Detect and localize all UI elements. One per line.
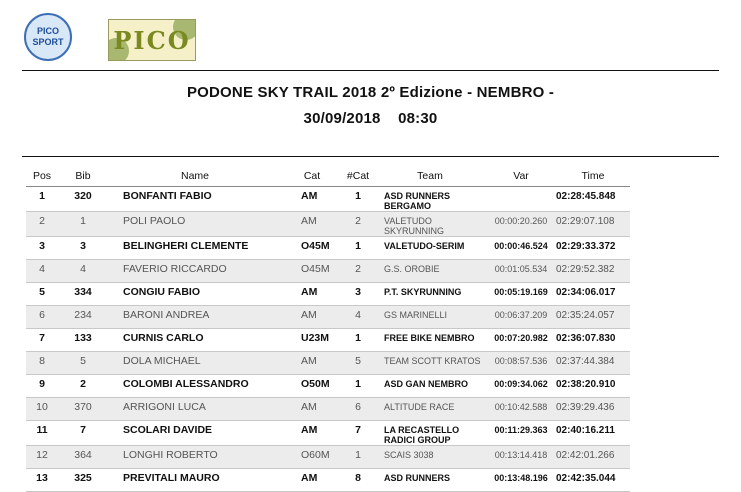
cell-name-text: BELINGHERI CLEMENTE <box>123 240 249 252</box>
cell-time <box>556 352 630 375</box>
cell-pos <box>26 187 58 212</box>
cell-name <box>108 237 282 260</box>
cell-ncat-text: 3 <box>355 286 361 298</box>
pico-sport-logo <box>24 13 72 61</box>
header-ncat: #Cat <box>342 166 374 187</box>
cell-var <box>486 446 556 469</box>
cell-name-text: FAVERIO RICCARDO <box>123 263 227 275</box>
cell-cat <box>282 283 342 306</box>
cell-time <box>556 421 630 446</box>
cell-team-text: LA RECASTELLO RADICI GROUP <box>384 425 460 445</box>
cell-ncat-text: 6 <box>355 401 361 413</box>
cell-var-text <box>486 187 556 191</box>
header-cat: Cat <box>282 166 342 187</box>
cell-bib-text: 4 <box>80 263 86 275</box>
cell-time <box>556 306 630 329</box>
cell-team <box>374 260 486 283</box>
cell-cat <box>282 469 342 492</box>
cell-var-text: 00:08:57.536 <box>494 356 548 366</box>
cell-time-text: 02:28:45.848 <box>556 191 616 202</box>
cell-cat-text: AM <box>301 190 318 202</box>
cell-pos-text: 7 <box>39 332 45 344</box>
pico-logo-text: PICO <box>113 26 191 55</box>
cell-time-text: 02:42:35.044 <box>556 473 616 484</box>
cell-cat-text: O45M <box>301 263 330 275</box>
cell-team <box>374 469 486 492</box>
page-title-line2: 30/09/2018 08:30 <box>303 110 438 127</box>
cell-var-text: 00:06:37.209 <box>494 310 548 320</box>
cell-var-text: 00:09:34.062 <box>494 379 548 389</box>
cell-cat-text: AM <box>301 355 317 367</box>
cell-time <box>556 446 630 469</box>
cell-ncat <box>342 260 374 283</box>
cell-cat-text: AM <box>301 286 318 298</box>
cell-var <box>486 329 556 352</box>
cell-time <box>556 260 630 283</box>
cell-name <box>108 398 282 421</box>
cell-ncat-text: 1 <box>355 190 361 202</box>
cell-var-text: 00:01:05.534 <box>494 264 548 274</box>
header-time: Time <box>556 166 630 187</box>
cell-var-text: 00:00:46.524 <box>494 241 548 251</box>
cell-time-text: 02:39:29.436 <box>556 402 615 413</box>
cell-time-text: 02:38:20.910 <box>556 379 616 390</box>
cell-name-text: POLI PAOLO <box>123 215 186 227</box>
cell-bib-text: 320 <box>74 190 92 202</box>
table-header-row <box>26 166 630 187</box>
cell-var-text: 00:00:20.260 <box>494 216 548 226</box>
cell-pos-text: 13 <box>36 472 48 484</box>
cell-bib-text: 7 <box>80 424 86 436</box>
cell-team <box>374 446 486 469</box>
cell-cat <box>282 306 342 329</box>
cell-time <box>556 469 630 492</box>
table-row <box>26 260 630 283</box>
cell-ncat-text: 4 <box>355 309 361 321</box>
cell-team <box>374 329 486 352</box>
cell-bib <box>58 306 108 329</box>
cell-pos-text: 8 <box>39 355 45 367</box>
table-row <box>26 329 630 352</box>
page-title-line1: PODONE SKY TRAIL 2018 2º Edizione - NEMBRO - <box>186 84 555 101</box>
cell-cat <box>282 352 342 375</box>
cell-bib-text: 3 <box>80 240 86 252</box>
cell-ncat <box>342 469 374 492</box>
cell-team-text: VALETUDO SKYRUNNING <box>384 216 445 236</box>
cell-name <box>108 212 282 237</box>
cell-ncat <box>342 187 374 212</box>
cell-ncat <box>342 398 374 421</box>
pico-sport-logo-line2: SPORT <box>32 37 64 47</box>
cell-pos-text: 9 <box>39 378 45 390</box>
cell-time-text: 02:36:07.830 <box>556 333 616 344</box>
cell-name-text: ARRIGONI LUCA <box>123 401 206 413</box>
cell-bib-text: 2 <box>80 378 86 390</box>
cell-ncat <box>342 306 374 329</box>
cell-bib-text: 370 <box>74 401 92 413</box>
cell-time-text: 02:40:16.211 <box>556 425 615 436</box>
cell-team-text: SCAIS 3038 <box>384 450 434 460</box>
cell-team-text: G.S. OROBIE <box>384 264 440 274</box>
header-rule <box>22 156 719 157</box>
cell-time-text: 02:42:01.266 <box>556 450 615 461</box>
cell-bib-text: 234 <box>74 309 92 321</box>
cell-cat-text: AM <box>301 424 318 436</box>
cell-bib-text: 5 <box>80 355 86 367</box>
cell-team <box>374 283 486 306</box>
cell-pos-text: 3 <box>39 240 45 252</box>
cell-cat-text: U23M <box>301 332 330 344</box>
cell-name <box>108 329 282 352</box>
table-row <box>26 469 630 492</box>
cell-var <box>486 306 556 329</box>
pico-logo <box>108 19 196 61</box>
cell-var-text: 00:07:20.982 <box>494 333 548 343</box>
cell-cat <box>282 421 342 446</box>
cell-team-text: TEAM SCOTT KRATOS <box>384 356 481 366</box>
header-bib: Bib <box>58 166 108 187</box>
cell-ncat-text: 7 <box>355 424 361 436</box>
cell-name <box>108 352 282 375</box>
cell-ncat <box>342 421 374 446</box>
cell-cat <box>282 260 342 283</box>
cell-bib-text: 133 <box>74 332 92 344</box>
cell-bib <box>58 283 108 306</box>
cell-ncat-text: 2 <box>355 215 361 227</box>
cell-pos-text: 11 <box>36 424 48 436</box>
cell-team <box>374 237 486 260</box>
cell-var <box>486 375 556 398</box>
cell-name <box>108 306 282 329</box>
cell-pos-text: 1 <box>39 190 45 202</box>
cell-var <box>486 469 556 492</box>
cell-team-text: ALTITUDE RACE <box>384 402 455 412</box>
cell-ncat <box>342 375 374 398</box>
cell-var <box>486 187 556 212</box>
cell-cat <box>282 446 342 469</box>
cell-cat-text: AM <box>301 215 317 227</box>
cell-name-text: DOLA MICHAEL <box>123 355 201 367</box>
cell-time <box>556 375 630 398</box>
cell-ncat <box>342 237 374 260</box>
cell-pos <box>26 446 58 469</box>
cell-bib <box>58 212 108 237</box>
cell-pos <box>26 469 58 492</box>
pico-sport-logo-line1: PICO <box>36 26 59 36</box>
cell-team-text: GS MARINELLI <box>384 310 448 320</box>
cell-bib <box>58 446 108 469</box>
cell-ncat-text: 1 <box>355 378 361 390</box>
cell-pos <box>26 352 58 375</box>
cell-pos <box>26 329 58 352</box>
cell-name-text: COLOMBI ALESSANDRO <box>123 378 249 390</box>
cell-time-text: 02:29:33.372 <box>556 241 616 252</box>
cell-time-text: 02:29:07.108 <box>556 216 615 227</box>
cell-time <box>556 329 630 352</box>
cell-var <box>486 283 556 306</box>
cell-cat-text: AM <box>301 401 317 413</box>
cell-bib-text: 1 <box>80 215 86 227</box>
cell-pos <box>26 306 58 329</box>
cell-team <box>374 375 486 398</box>
cell-time <box>556 283 630 306</box>
cell-team-text: P.T. SKYRUNNING <box>384 287 462 297</box>
header-var: Var <box>486 166 556 187</box>
cell-time <box>556 237 630 260</box>
cell-var-text: 00:11:29.363 <box>494 425 548 435</box>
cell-pos <box>26 398 58 421</box>
cell-pos-text: 5 <box>39 286 45 298</box>
cell-ncat-text: 5 <box>355 355 361 367</box>
cell-var <box>486 237 556 260</box>
cell-pos-text: 6 <box>39 309 45 321</box>
cell-bib <box>58 260 108 283</box>
cell-pos-text: 4 <box>39 263 45 275</box>
cell-cat <box>282 187 342 212</box>
cell-time <box>556 212 630 237</box>
cell-team-text: ASD RUNNERS <box>384 473 451 483</box>
cell-var <box>486 421 556 446</box>
cell-cat <box>282 375 342 398</box>
cell-pos-text: 10 <box>36 401 48 413</box>
table-row <box>26 237 630 260</box>
cell-name-text: CONGIU FABIO <box>123 286 201 298</box>
table-row <box>26 398 630 421</box>
table-row <box>26 187 630 212</box>
cell-var <box>486 212 556 237</box>
cell-ncat-text: 2 <box>355 263 361 275</box>
cell-ncat-text: 8 <box>355 472 361 484</box>
header-team: Team <box>374 166 486 187</box>
cell-bib-text: 325 <box>74 472 92 484</box>
cell-cat <box>282 212 342 237</box>
table-row <box>26 352 630 375</box>
results-table <box>26 166 630 492</box>
cell-pos <box>26 283 58 306</box>
cell-bib <box>58 329 108 352</box>
header-pos: Pos <box>26 166 58 187</box>
cell-ncat <box>342 352 374 375</box>
cell-ncat <box>342 283 374 306</box>
cell-pos <box>26 260 58 283</box>
cell-bib-text: 334 <box>74 286 92 298</box>
cell-cat-text: AM <box>301 309 317 321</box>
cell-bib <box>58 237 108 260</box>
cell-bib-text: 364 <box>74 449 92 461</box>
cell-team-text: VALETUDO-SERIM <box>384 241 465 251</box>
cell-ncat <box>342 446 374 469</box>
cell-name <box>108 187 282 212</box>
cell-var <box>486 398 556 421</box>
cell-pos-text: 12 <box>36 449 48 461</box>
cell-time-text: 02:29:52.382 <box>556 264 615 275</box>
cell-name <box>108 421 282 446</box>
cell-ncat <box>342 329 374 352</box>
cell-ncat <box>342 212 374 237</box>
cell-bib <box>58 187 108 212</box>
cell-name <box>108 469 282 492</box>
cell-time-text: 02:34:06.017 <box>556 287 616 298</box>
cell-name-text: BONFANTI FABIO <box>123 190 212 202</box>
cell-team-text: ASD RUNNERS BERGAMO <box>384 191 451 211</box>
cell-pos-text: 2 <box>39 215 45 227</box>
cell-cat <box>282 398 342 421</box>
cell-cat-text: O60M <box>301 449 330 461</box>
cell-team <box>374 421 486 446</box>
cell-name-text: LONGHI ROBERTO <box>123 449 218 461</box>
cell-var-text: 00:13:48.196 <box>494 473 548 483</box>
cell-pos <box>26 212 58 237</box>
cell-var <box>486 352 556 375</box>
table-row <box>26 283 630 306</box>
cell-team <box>374 352 486 375</box>
cell-bib <box>58 469 108 492</box>
table-row <box>26 421 630 446</box>
cell-name-text: SCOLARI DAVIDE <box>123 424 213 436</box>
cell-cat-text: O50M <box>301 378 330 390</box>
cell-cat-text: O45M <box>301 240 330 252</box>
table-row <box>26 375 630 398</box>
cell-time-text: 02:37:44.384 <box>556 356 615 367</box>
cell-pos <box>26 421 58 446</box>
cell-team <box>374 187 486 212</box>
cell-name <box>108 260 282 283</box>
table-row <box>26 306 630 329</box>
cell-team <box>374 212 486 237</box>
cell-var <box>486 260 556 283</box>
cell-name <box>108 446 282 469</box>
cell-cat <box>282 329 342 352</box>
cell-team-text: ASD GAN NEMBRO <box>384 379 469 389</box>
table-row <box>26 212 630 237</box>
table-row <box>26 446 630 469</box>
cell-bib <box>58 352 108 375</box>
top-rule <box>22 70 719 71</box>
cell-time-text: 02:35:24.057 <box>556 310 615 321</box>
cell-var-text: 00:05:19.169 <box>494 287 548 297</box>
cell-name <box>108 283 282 306</box>
cell-cat-text: AM <box>301 472 318 484</box>
cell-bib <box>58 375 108 398</box>
cell-bib <box>58 398 108 421</box>
cell-cat <box>282 237 342 260</box>
cell-var-text: 00:10:42.588 <box>494 402 548 412</box>
cell-team <box>374 398 486 421</box>
cell-ncat-text: 1 <box>355 332 361 344</box>
cell-name <box>108 375 282 398</box>
cell-name-text: BARONI ANDREA <box>123 309 210 321</box>
cell-name-text: PREVITALI MAURO <box>123 472 220 484</box>
cell-team-text: FREE BIKE NEMBRO <box>384 333 475 343</box>
cell-var-text: 00:13:14.418 <box>494 450 548 460</box>
cell-bib <box>58 421 108 446</box>
cell-team <box>374 306 486 329</box>
cell-name-text: CURNIS CARLO <box>123 332 204 344</box>
cell-time <box>556 398 630 421</box>
cell-pos <box>26 375 58 398</box>
cell-time <box>556 187 630 212</box>
cell-ncat-text: 1 <box>355 449 361 461</box>
header-name: Name <box>108 166 282 187</box>
cell-ncat-text: 1 <box>355 240 361 252</box>
cell-pos <box>26 237 58 260</box>
